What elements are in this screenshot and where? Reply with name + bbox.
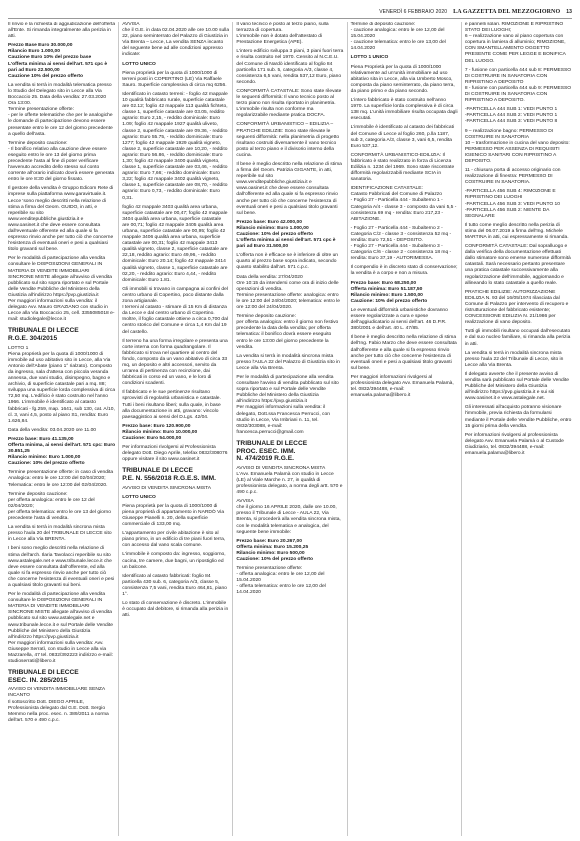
body-text: Il gestore della vendita è Gruppo Edicom Rete di imprese sulla piattaforma www.garavirtuale.it. Lecce 'sono meglio descritti nella relazione di stima a firma del Geom. GUIDO, in atti, e reperibile su sito www.venditepubbliche.giustizia.it e www.oasinet.it che deve essere consultata dall'eventuale offerente ed alla quale si fa espresso rinvio anche per tutto ciò che concerne l'esistenza di eventuali oneri e pesi a qualsiasi titolo gravanti sul bene. [8, 186, 114, 253]
price-terms: Prezzo Base Euro 30.000,00 Rilancio Euro 1.000,00 Cauzione Euro 10% del prezzo base L'offerta minima ai sensi dell'art. 571 cpc è pari ad Euro 22.500,00 Cauzione 10% del prezzo offerto [8, 43, 108, 79]
notice-block [122, 424, 229, 442]
notice-block [465, 351, 572, 369]
body-text: Per le modalità di partecipazione alla vendita consultare l'avviso di vendita pubblicato sul sito sopra riportato e sul Portale delle Vendite Pubbliche del Ministero della Giustizia all'indirizzo https://pvp.giustizia.it Per maggiori informazioni sulla vendita: il delegato, Dott.ssa Francesca Perrucci, con studio in Lecce, Via Imbriani n. 11, tel. 0832/303088, e-mail: francesca.perrucci@gmail.com [236, 374, 339, 435]
body-text: Gli immobili si trovano in campagna ai confini del centro urbano di Copertino, poco distante dalla zona artigianale. I terreni al catasto - stimare di 15 Km di distanza da Lecce e dal centro urbano di Copertino. Inoltre, il foglio catastale ottiene a circa 0,700 dal centro storico del Comune e circa 1,4 Km dal 19 del castello. [122, 286, 228, 335]
body-text: Il bene è meglio descritto nella relazione di stima dell'Ing. Fabio Marzo che deve essere consultata dall'offerente e alla quale si fa espresso rinvio anche per tutto ciò che concerne l'esistenza di eventuali oneri e pesi a qualsiasi titolo gravanti sul bene. [350, 335, 457, 371]
notice-block [122, 287, 229, 336]
notice-block [236, 89, 343, 119]
notice-block [465, 22, 572, 65]
notice-block [351, 55, 458, 61]
body-text: Per le modalità di partecipazione alla vendita consultare le DISPOSIZIONI GENERALI IN MATERIA DI VENDITE IMMOBILIARI SINCRONE MISTE allegate all'avviso di vendita pubblicato sul sito sopra riportato e sul Portale delle Vendite Pubbliche del Ministero della Giustizia all'indirizzo https://pvp.giustizia.it Per maggiori informazioni sulla vendita: il delegato Avv. Mauro GRAZIANO con studio in Lecce alla Via Boccaccio 25, cell. 3355085018 e-mail: studiolegale@lecce.it [8, 256, 115, 323]
notice-block [465, 433, 572, 457]
notice-block [351, 153, 458, 183]
body-text: Per le modalità di partecipazione alla vendita consultare le DISPOSIZIONI GENERALI IN MATERIA DI VENDITE IMMOBILIARI SINCRONE MISTE allegate all'avviso di vendita pubblicato sul sito www.astalegale.net e www.tribunale.lecce.it e sul Portale delle Vendite Pubbliche del Ministero della Giustizia all'indirizzo https://pvp.giustizia.it Per maggiori informazioni sulla vendita: Avv. Giuseppe Serratì, con studio in Lecce alla via Mazzarella, 47 tel. 0832/392223 indirizzo e-mail: studioserrati@libero.it [8, 592, 113, 665]
body-text: Termine presentazione offerte: in caso di vendita Analogica: entro le ore 12:00 del 02/04/2020; Telematica: entro le ore 12:00 del 02/04/2020. [8, 470, 114, 488]
notice-block [236, 375, 343, 436]
notice-heading [122, 467, 229, 482]
notice-block [122, 531, 229, 549]
notice-block [8, 346, 115, 425]
notice-block [351, 226, 458, 263]
notice-block [465, 244, 572, 287]
notice-block [465, 372, 572, 402]
notice-block [122, 71, 229, 89]
notice-block [236, 49, 343, 86]
body-text: CONFORMITÀ URBANISTICO – EDILIZIA – PRATICHE EDILIZIE: Sono state rilevate le seguenti difformità: nella planimetria di progetto risultano costruiti diversamente il vano tecnico posto al terzo piano e il divisorio interno della cucina. [236, 122, 340, 158]
notice-block [8, 141, 115, 184]
notice-block [122, 205, 229, 284]
body-text: 11 - chiusura porta di accesso originario con realizzazione di finestra: PERMESSO DI COSTRUIRE IN SANATORIA. [464, 168, 561, 186]
notice-block [122, 390, 229, 420]
body-text: foglio 42 mappale 3403 qualità area urbana, superficie catastale are 00,47; foglio 42 mappale 3404 qualità area urbana, superficie catastale are 00,71; foglio 42 mappale 3405 qualità area urbana, superficie catastale are 00,95; foglio 42 mappale 3406 qualità area urbana, superficie catastale are 00,31; foglio 42 mappale 3413 qualità vigneto, classe 2, superficie catastale are 22,18, reddito agrario: Euro 49,96, - reddito dominicale: Euro 20.14; foglio 42 mappale 3414 qualità vigneto, classe 1, superficie catastale are 02,20, - reddito agrario: Euro 4,44, - reddito dominicale: Euro 1.81. [122, 204, 228, 283]
body-text: Il compendio è in discreto stato di conservazione; la vendita è a corpo e non a misura. [350, 265, 458, 277]
notice-block [122, 574, 229, 598]
notice-block [8, 256, 115, 323]
notice-block [465, 107, 572, 125]
tribunal-title: TRIBUNALE DI LECCE PROC. ESEC. IMM. N. 474/2019 R.G.E. [236, 439, 308, 463]
body-text: AVVISO DI VENDITA SINCRONA MISTA L'Avv. Emanuela Palamà con studio in Lecce (LE) al Viale Marche n. 27, in qualità di professionista delegato, a norma degli artt. 570 e 490 c.p.c. [236, 465, 343, 496]
body-text: L'offerta non è efficace se è inferiore di oltre un quarto al prezzo base sopra indicato, secondo quanto stabilito dall'art. 571 c.p.c. [236, 253, 339, 271]
notice-block [122, 339, 229, 388]
header-date: VENERDÌ 6 FEBBRAIO 2020 [379, 9, 448, 15]
notice-block [8, 492, 115, 522]
notice-block [236, 566, 343, 596]
notice-block [236, 122, 343, 159]
body-text: Identificato in catasto terreni: - foglio 42 mappale 10 qualità fabbricato rurale, superficie catastale are 02.12; foglio 42 mappale 113 qualità fichteto, classe 1, superficie catastale are 03.05, reddito agrario: Euro 2,15, - reddito dominicale: Euro 1.09; foglio 42 mappale 1927 qualità uliveto, classe 2, superficie catastale are 09.36, - reddito agrario: Euro 55.75, - reddito dominicale: Euro 1277; foglio 42 mappale 1929 qualità vigneto, classe 2, superficie catastale are 10,20, - reddito agrario: Euro 56.86, - reddito dominicale: Euro 1,30; foglio 42 mappale 3400 qualità vigneto, classe 1, superficie catastale are 03,46, - reddito agrario: Euro 7,66; - reddito dominicale: Euro 3,22; foglio 42 mappale 3402 qualità vigneto, classe 1, superficie catastale are 08,70, - reddito agrario: Euro 0,73, - reddito dominicale: Euro 0,31. [122, 91, 228, 201]
lot-label: LOTTO 1 UNICO [350, 55, 389, 61]
notice-block [351, 335, 458, 372]
body-text: CONFORMITÀ CATASTALE: Dal sopralluogo e dalla verifica della documentazione effettuati dallo stimatore sono emerse numerose difformità catastali. Sarà necessario pertanto presentare una pratica catastale successivamente alla regolarizzazione dell'immobile, aggiornando e allineando lo stato catastale a quello reale. [464, 244, 571, 286]
notice-heading [8, 669, 115, 684]
body-text: PRATICHE EDILIZIE: AUTORIZZAZIONE EDILIZIA N. 93 del 16/05/1974 rilasciata dal Comune di Palazzo per intervento di recupero e ristrutturazione del fabbricato esistente; CONCESSIONE EDILIZIA N. 21/1986 per realizzazione di vano deposito. [464, 289, 569, 326]
price-terms: Prezzo base: Euro 68.250,00 Offerta minima: Euro 51.187,50 Rilancio minimo: Euro 1.500,00 Cauzione: 10% del prezzo offerto [350, 280, 428, 304]
body-text: Identificato al catasto fabbricati: foglio 84 particella 430 sub. 6, categoria A/3, classe 5, consistenza 7,5 vani, rendita Euro 464,81, piano 1°. [122, 573, 227, 597]
column-2 [118, 22, 229, 836]
price-terms: Prezzo base: Euro 41.135,00 Offerta minima, ai sensi dell'art. 571 cpc: Euro 30.851,25 Rilancio minimo: Euro 1.000,00 Cauzione: 10% del prezzo offerto [8, 436, 116, 467]
price-terms: Prezzo base: Euro 20.267,00 Offerta minima: Euro 15.200,25 Rilancio minimo: Euro 500,00 Cauzione: 10% del prezzo offerto [236, 538, 314, 562]
notice-block [8, 437, 115, 467]
body-text: e pannelli solari. RIMOZIONE E RIPRISTINO STATO DEI LUOGHI; 6 – realizzazione vano al piano copertura con copertura in lamiera di alluminio; RIMOZIONE, CON SMANTELLAMENTO OGGETTO PRESENTE COME PER LEGGE E BONIFICA DEL LUOGO. [464, 22, 566, 64]
notice-block [8, 43, 115, 80]
body-text: Data della vendita: 03.04.2020 ore 11.00 [8, 427, 97, 433]
body-text: Per informazioni rivolgersi al Professionista delegato Dott. Diego Aprile, telefax 0832/308076 oppure visitare il sito www.oasinet.it [122, 445, 228, 463]
notice-block [236, 539, 343, 563]
body-text: Lo stato di conservazione è discreto. L'immobile è occupato dal debitore, si rimanda alla perizia in atti. [122, 601, 229, 619]
notice-block [351, 98, 458, 122]
body-text: - Foglio 27 - Particella 444 - Subalterno 2 - Categoria C/2 - classe 3 - consistenza 52 mq - rendita: Euro 72,51 - DEPOSITO. - Foglio 27 - Particella 444 - Subalterno 3 - Categoria C/6 - classe 2 - consistenza 18 mq - rendita: Euro 37,19 - AUTORIMESSA. [350, 225, 452, 262]
notice-block [122, 504, 229, 528]
body-text: Termine deposito cauzione: per offerta analogica: entro le ore 12 del 02/04/2020; per offerta telematica: entro le ore 13 del giorno precedente l'asta di vendita. [8, 491, 111, 522]
notice-block [465, 168, 572, 186]
body-text: -PARTICELLA 444 SUB 1: VEDI PUNTO 1 -PARTICELLA 444 SUB 2: VEDI PUNTO 1 -PARTICELLA 444 SUB 3: VEDI PUNTO 8 [464, 107, 558, 125]
body-text: Il tutto come meglio descritto nella perizia di stima del 06.07.2019 a firma dell'Ing. Michele MARTINA in atti, cui espressamente si rimanda. [464, 222, 569, 240]
body-text: 9 – realizzazione bagno: PERMESSO DI COSTRUIRE IN SANATORIA 10 – trasformazione in cucina del vano deposito: PERMESSO PER ASSENZA DI REQUISITI IGIENICO SANITARI CON RIPRISTINO A DEPOSITO. [464, 128, 570, 164]
body-text: AVVISA che il giorno 16 APRILE 2020, dalle ore 10.00, presso il Tribunale di Lecce - AULA 22, Via Brenta, si procederà alla vendita sincrona mista, con le modalità telematica e analogica, del seguente bene immobile: [236, 499, 341, 535]
lot-label: LOTTO UNICO [122, 494, 156, 500]
body-text: Il rinvio e la richiesta di aggiudicazione dell'offerta all'Ente. Si rimanda integralmente alla perizia in atti. [8, 22, 116, 40]
notice-block [8, 546, 115, 589]
body-text: LOTTO 1 Piena proprietà per la quota di 1000/1000 di immobile ad uso abitativo sito in Lecce, alla Via Antonio dell'Abate (piano 1° rialzato). Composto da ingresso, sala d'attesa con piccola veranda annessa, due vani studio, disimpegno, bagno e archivio, di superficie catastale pari a mq. 88; sviluppa una superficie lorda complessiva di circa 72,50 mq. L'edificio è stato costruito nel l'anno 1966. L'immobile è identificato al catasto fabbricati - fg.259, map. 1641, sub 130, cat. A/10, cl. 3, vani 4,5, posto al piano S1, rendita: Euro 1.626,84. [8, 345, 116, 424]
notice-block [236, 275, 343, 312]
body-text: Termine deposito cauzione: - Il bonifico relativo alla cauzione deve essere eseguito entro le ore 13 del giorno prima precedente l'asta al fine di poter verificare l'avvenuto accredito dello stesso sul conto corrente all'orario indicato dovrà essere generata entro le ore 8:30 del giorno fissato. [8, 140, 115, 183]
notice-block [351, 281, 458, 305]
body-text: CONFORMITÀ CATASTALE: Sono state rilevate le seguenti difformità: Il vano tecnico posto al terzo piano non risulta riportato in planimetria. L'immobile risulta non conforme ma regolarizzabile mediante pratica DOCFA. [236, 88, 342, 119]
notice-block [465, 329, 572, 347]
notice-block [8, 687, 115, 724]
notice-block [8, 83, 115, 138]
tribunal-title: TRIBUNALE DI LECCE P.E. N. 556/2018 R.G.E.S. IMM. [122, 467, 216, 482]
notice-block [351, 375, 458, 399]
body-text: Termine presentazione offerte: - offerta analogica: entro le ore 12,00 del 15.04.2020 - offerta telematica: entro le ore 12,00 del 14.04.2020 [236, 566, 326, 596]
notice-block [236, 220, 343, 250]
body-text: CONFORMITÀ URBANISTICO-EDILIZIA: Il fabbricato è stato realizzato in forza di Licenza Edilizia n. 1234 del 1969. Sono state riscontrate difformità regolarizzabili mediante SCIA in sanatoria. [350, 152, 455, 183]
column-5 [461, 22, 572, 836]
body-text: IDENTIFICAZIONE CATASTALE: Catasto Fabbricati del Comune di Palazzo - Foglio 27 - Particella 444 - Subalterno 1 - Categoria A/4 - classe 3 - composto da vani 5,5 - consistenza 69 mq - rendita: Euro 217,23 - ABITAZIONE. [350, 186, 457, 222]
notice-block [351, 186, 458, 223]
tribunal-title: TRIBUNALE DI LECCE R.G.E. 304/2015 [8, 327, 79, 342]
price-terms: Prezzo base: Euro 120.900,00 Rilancio minimo: Euro 10.000,00 Cauzione: Euro 54.000,00 [122, 423, 198, 441]
body-text: I beni sono meglio descritti nella relazione di stima dell'arch. Ilaria Tavolacci reperibile su sito www.astalegale.net e www.tribunale.lecce.it che deve essere consultata dall'offerente, ed alla quale si fa espresso rinvio anche per tutto ciò che concerne l'esistenza di eventuali oneri e pesi a qualsiasi titolo gravanti sui beni. [8, 546, 115, 588]
notice-block [122, 62, 229, 68]
body-text: Il bene è meglio descritto nella relazione di stima a firma del Geom. Patrizia GIGANTE, in atti, reperibile sul sito www.venditepubbliche.giustizia.it e www.oasinet.it che deve essere consultata dall'offerente ed alla quale si fa espresso rinvio anche per tutto ciò che concerne l'esistenza di eventuali oneri e pesi a qualsiasi titolo gravanti sul bene. [236, 161, 342, 216]
notice-block [465, 189, 572, 219]
body-text: L'intero edificio sviluppa 3 piani, 3 piani fuori terra e risulta costruito nel 1970. Censito al N.C.E.U. del Comune di Nardò identificato al foglio 84 particella 171 sub. 5, categoria A/3, classe 4, consistenza 6,5 vani, rendita 537,12 Euro, piano secondo. [236, 49, 344, 85]
notice-block [122, 22, 229, 59]
body-text: La vendita si terrà in modalità sincrona mista presso l'aula 22 del Tribunale di Lecce, sito in Lecce alla Via Brenta. [464, 350, 564, 368]
body-text: Termine deposito cauzione: per offerta analogica: entro il giorno non festivo precedente la data della vendita; per offerta telematica: il bonifico dovrà essere eseguito entro le ore 13:00 del giorno precedente la vendita. [236, 314, 339, 350]
notice-block [8, 525, 115, 543]
publication-name: LA GAZZETTA DEL MEZZOGIORNO [453, 9, 561, 15]
notice-block [236, 354, 343, 372]
notice-block [351, 265, 458, 277]
body-text: Il vano tecnico è posto al terzo piano, sulla terrazza di copertura. L'immobile non è dotato dell'attestato di Prestazione Energetica (APE). [236, 22, 329, 46]
lot-label: LOTTO UNICO [122, 61, 156, 67]
body-text: Piena Proprietà per la quota di 1000/1000 relativamente ad un'unità immobiliare ad uso abitativo sita in Lecce, alla via Umberto Mosco, composta da piano seminterrato, da piano terra, da piano primo e da piano secondo. [350, 64, 455, 94]
notice-block [236, 162, 343, 217]
notice-block [8, 428, 115, 434]
notice-block [122, 552, 229, 570]
body-text: L'immobile è identificato al catasto dei fabbricati del Comune di Lecce al foglio 260, p.lla 1187, sub 3, categoria A/3, classe 3, vani 6,5, rendita Euro 537,12. [350, 125, 455, 149]
body-text: 7 - fusione con particella 444 sub 8: PERMESSO DI COSTRUIRE IN SANATORIA CON RIPRISTINO A DEPOSITO 8 - fusione con particella 444 sub 9: PERMESSO DI COSTRUIRE IN SANATORIA CON RIPRISTINO A DEPOSITO. [464, 67, 572, 104]
notice-block [122, 92, 229, 202]
notice-block [465, 290, 572, 327]
body-text: La vendita si terrà in modalità sincrona mista presso l'AULA 22 del Palazzo di Giustizia sito in Lecce alla Via Brenta. [236, 353, 340, 371]
notice-block [465, 68, 572, 105]
notice-heading [236, 440, 343, 463]
body-text: La vendita si terrà in modalità telematica presso lo Studio del Delegato sito in Lecce alla Via Boccaccio 25. Data della vendita: 27.03.2020 Ora 13:00. Termine presentazione offerte: - per le offerte telematiche che per le analogiche le domande di partecipazione devono essere presentate entro le ore 12 del giorno precedente a quello dell'asta. [8, 82, 113, 137]
body-text: Termine di deposito cauzione: - cauzione analogica: entro le ore 12,00 del 15.04.2020 - cauzione telematica: entro le ore 13,00 del 14.04.2020 [350, 22, 446, 52]
notice-block [465, 405, 572, 429]
notice-block [236, 22, 343, 46]
tribunal-title: TRIBUNALE DI LECCE ESEC. IN. 285/2015 [8, 669, 79, 684]
column-1 [8, 22, 115, 836]
body-text: Per maggiori informazioni rivolgersi al professionista delegato Avv. Emanuela Palamà, tel. 0832/394488, e-mail: emanuela.palama@libero.it [350, 374, 454, 399]
body-text: Il terreno ha una forma irregolare e presenta una corte interna con forma quadrangolare. Il fabbricato si trova nel quartiere al centro del fondo, composto da un vano abitativo di circa 33 mq, un deposito e altri accessori, servito da un'area di pertinenza con recinzione, dai fabbricati in corso ed un vano, e le loro di condizioni scadenti. [122, 338, 228, 387]
body-text: Piena proprietà per la quota di 1000/1000 di piena proprietà di appartamento in NARDÒ Via Giuseppe Pianelli n. 20, della superficie commerciale di 133,00 mq. [122, 503, 225, 528]
notice-block [122, 445, 229, 463]
notice-block [351, 125, 458, 149]
page-number: 13 [566, 9, 572, 15]
body-text: L'intero fabbricato è stato costruito nell'anno 1970. La superficie lorda complessiva è di circa 138 mq. L'unità immobiliare risulta occupata dagli esecutati. [350, 98, 458, 122]
body-text: La vendita si terrà in modalità sincrona mista presso l'aula 20 del TRIBUNALE DI LECCE sito in Lecce alla Via BRENTA. [8, 525, 112, 543]
body-text: Gli interessati all'acquisto potranno visionare l'immobile, previa richiesta da formularsi mediante il Portale delle Vendite Pubbliche, entro 15 giorni prima della vendita. [464, 405, 572, 429]
notice-block [465, 129, 572, 166]
notice-block [8, 592, 115, 665]
body-text: Per informazioni rivolgersi al professionista delegato Avv. Emanuela Palamà o al Custode Giudiziario, tel. 0832/394488, e-mail: emanuela.palama@libero.it [464, 432, 564, 456]
notice-block [122, 495, 229, 501]
body-text: Data della vendita: 27/04/2020 Ore 10:15 da intendersi come ora di inizio delle operazioni di vendita. Termine presentazione offerte: analogica: entro le ore 12:00 del 24/04/2020; telematica: entro le ore 12:00 del 24/04/2020. [236, 274, 340, 311]
notice-block [8, 470, 115, 488]
body-text: L'appartamento per civile abitazione è sito al piano primo, in un edificio di tre piani fuori terra, con accesso dal vano scala comune. [122, 531, 226, 549]
body-text: Il delegato avverte che il presente avviso di vendita sarà pubblicato sul Portale delle Vendite Pubbliche del Ministero della Giustizia all'indirizzo https://pvp.giustizia.it e sui siti www.oasinet.it e www.astalegale.net. [464, 371, 569, 402]
body-text: Tutti gli immobili risultano occupati dall'esecutato e dal suo nucleo familiare, si rimanda alla perizia in atti. [464, 329, 571, 347]
price-terms: Prezzo base: Euro 42.000,00 Rilancio minimo: Euro 1.000,00 Cauzione: 10% del prezzo offerto L'offerta minima ai sensi dell'art. 571 cpc è pari ad Euro 31.500,00 [236, 219, 336, 250]
notice-block [8, 186, 115, 253]
column-3 [232, 22, 343, 836]
body-text: AVVISA che il G.E. in data 02.04.2020 alle ore 10.00 sulla 22, piano seminterrato del Palazzo di Giustizia in Via Brenta – Lecce, La vendita SENZA incanto del seguente bene ad alle condizioni appresso indicate: [122, 22, 230, 58]
notice-block [236, 253, 343, 271]
notice-block [236, 499, 343, 536]
notice-heading [8, 327, 115, 342]
notice-block [8, 22, 115, 40]
body-text: L'immobile è composto da: ingresso, soggiorno, cucina, tre camere, due bagni, un ripostiglio ed un balcone. [122, 552, 226, 570]
article-columns [8, 22, 572, 836]
notice-block [465, 223, 572, 241]
notice-block [351, 22, 458, 52]
body-text: Il fabbricato e le sue pertinenze risultano sprovvisti di regolarità urbanistica e catastale. Tutti i beni risultano liberi; sulla quale, in base alla documentazione in atti, gravano: vincolo paesaggistico ai sensi del D.Lgs. 42/04. [122, 390, 221, 420]
notice-block [236, 466, 343, 496]
notice-block [351, 65, 458, 95]
body-text: Le eventuali difformità urbanistiche dovranno essere regolarizzate a cura e spese dell'aggiudicatario ai sensi dell'art. 46 D.P.R. 380/2001 e dell'art. 40 L. 47/85. [350, 307, 448, 332]
notice-block [236, 314, 343, 351]
body-text: -PARTICELLA 456 SUB 4: RIMOZIONE E RIPRISTINO DEI LUOGHI -PARTICELLA 456 SUB 3: VEDI PUNTO 10 -PARTICELLA 456 SUB 2: NIENTE DA SEGNALARE [464, 189, 560, 219]
notice-block [351, 308, 458, 332]
notice-block [122, 486, 229, 492]
body-text: AVVISO DI VENDITA IMMOBILIARE SENZA INCANTO Il sottoscritto Dott. DIEGO APRILE, Professionista delegato dal G.E. Dott. Sergio Memmo nella proc. esec. n. 389/2011 a norma dell'art. 570 e 490 c.p.c. [8, 687, 109, 723]
page-header [8, 6, 572, 19]
column-4 [347, 22, 458, 836]
body-text: Piena proprietà per la quota di 1000/1000 di terreni posti in COPERTINO (LE) Via Raffaele Sauro. Superficie complessiva di circa mq 6256. [122, 70, 227, 88]
body-text: AVVISO DI VENDITA SINCRONA MISTA [122, 485, 212, 491]
notice-block [122, 601, 229, 619]
